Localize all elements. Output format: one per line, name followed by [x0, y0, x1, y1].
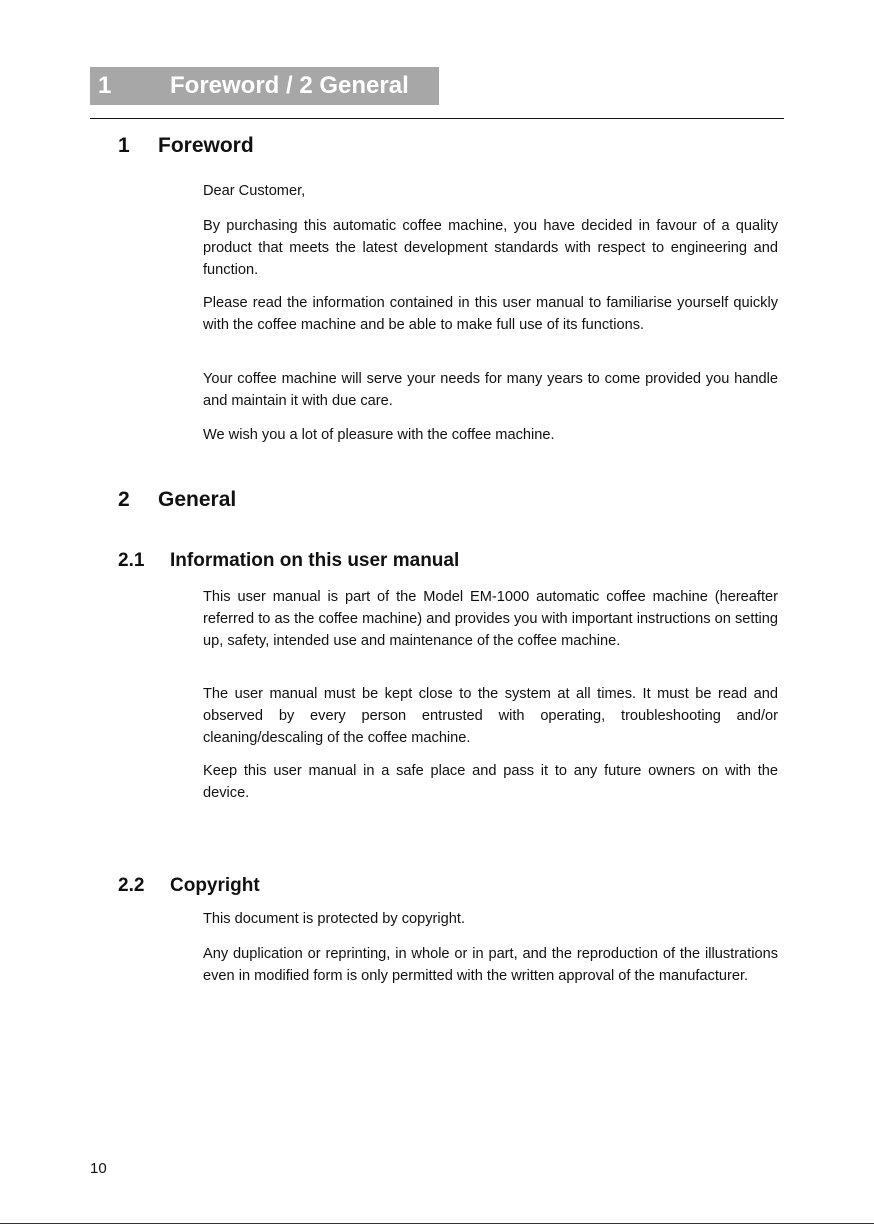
chapter-header-number: 1	[98, 72, 112, 99]
paragraph: The user manual must be kept close to the system at all times. It must be read and observed by every person entrusted with operating, troubleshooting and/or cleaning/descaling of the coffee machine.	[203, 686, 778, 746]
subsection-title: Information on this user manual	[170, 550, 460, 571]
header-divider	[90, 118, 784, 119]
paragraph: Keep this user manual in a safe place and pass it to any future owners on with the device.	[203, 763, 778, 801]
section-number: 1	[118, 134, 130, 157]
page-number: 10	[90, 1160, 107, 1177]
page-bottom-edge	[0, 1223, 874, 1224]
paragraph: We wish you a lot of pleasure with the coffee machine.	[203, 427, 555, 443]
subsection-number: 2.2	[118, 875, 145, 896]
subsection-title: Copyright	[170, 875, 260, 896]
paragraph: Dear Customer,	[203, 183, 306, 199]
paragraph: This user manual is part of the Model EM-1000 automatic coffee machine (hereafter referred to as the coffee machine) and provides you with important instructions on setting up, safety, intended use and maintenance of the coffee machine.	[203, 589, 778, 649]
section-number: 2	[118, 488, 130, 511]
paragraph: Any duplication or reprinting, in whole or in part, and the reproduction of the illustrations even in modified form is only permitted with the written approval of the manufacturer.	[203, 946, 778, 984]
paragraph: This document is protected by copyright.	[203, 911, 466, 927]
subsection-number: 2.1	[118, 550, 145, 571]
section-title: Foreword	[158, 134, 254, 157]
chapter-header-band	[90, 67, 439, 105]
chapter-header-title: Foreword / 2 General	[170, 72, 409, 99]
paragraph: Your coffee machine will serve your needs for many years to come provided you handle and maintain it with due care.	[203, 371, 778, 409]
paragraph: Please read the information contained in this user manual to familiarise yourself quickly with the coffee machine and be able to make full use of its functions.	[203, 295, 778, 333]
paragraph: By purchasing this automatic coffee machine, you have decided in favour of a quality product that meets the latest development standards with respect to engineering and function.	[203, 218, 778, 278]
section-title: General	[158, 488, 237, 511]
